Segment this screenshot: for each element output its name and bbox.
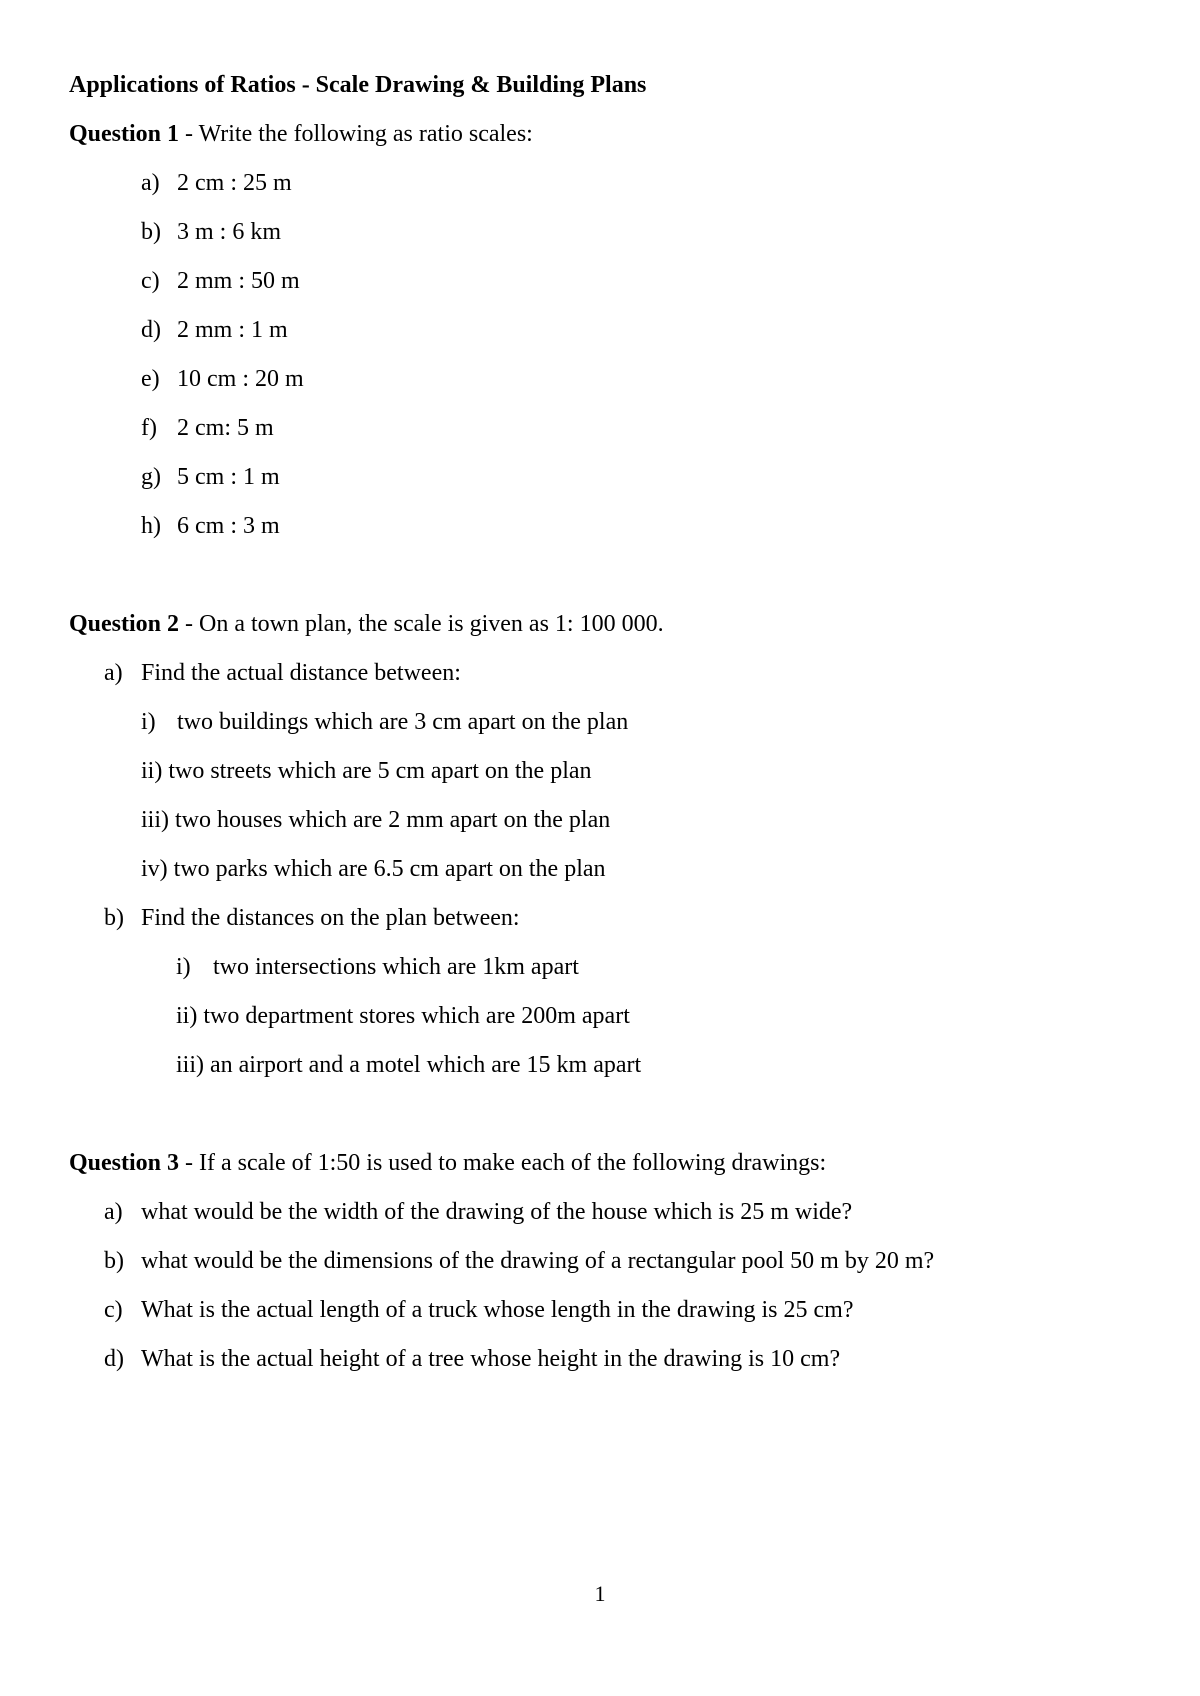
part-text: Find the distances on the plan between: [141,905,520,931]
question-1-item-d [141,315,288,345]
item-marker: d) [104,1346,124,1372]
page-number: 1 [594,1581,606,1606]
item-text: What is the actual height of a tree whose height in the drawing is 10 cm? [141,1346,841,1372]
item-text: two houses which are 2 mm apart on the plan [175,807,611,833]
item-marker: iv) [141,856,168,882]
question-1-label: Question 1 [69,121,180,147]
item-marker: c) [141,268,160,294]
part-marker: a) [104,660,123,686]
item-marker: c) [104,1297,123,1323]
page-title: Applications of Ratios - Scale Drawing & Building Plans [69,72,647,98]
question-1-item-f [141,413,274,443]
item-text: two streets which are 5 cm apart on the plan [168,758,592,784]
item-marker: b) [104,1248,124,1274]
question-1-text: - Write the following as ratio scales: [179,121,533,147]
item-text: 2 cm: 5 m [177,415,274,441]
item-text: 5 cm : 1 m [177,464,280,490]
question-2-a-item-iv [141,854,606,884]
question-2-a-item-ii [141,756,592,786]
item-text: 2 mm : 1 m [177,317,288,343]
question-1-item-b [141,217,281,247]
item-text: 2 cm : 25 m [177,170,292,196]
item-marker: i) [176,954,191,980]
question-2-b-item-iii [176,1050,641,1080]
question-3-item-b [104,1246,934,1276]
item-marker: e) [141,366,160,392]
question-3-item-a [104,1197,852,1227]
item-text: what would be the dimensions of the drawing of a rectangular pool 50 m by 20 m? [141,1248,935,1274]
question-2-a-item-i [141,707,628,737]
question-1-item-a [141,168,292,198]
item-marker: i) [141,709,156,735]
item-marker: h) [141,513,161,539]
item-marker: b) [141,219,161,245]
question-2-b-item-ii [176,1001,630,1031]
question-3-heading [69,1148,826,1178]
part-marker: b) [104,905,124,931]
item-text: what would be the width of the drawing of the house which is 25 m wide? [141,1199,853,1225]
question-2-label: Question 2 [69,611,180,637]
question-2-a-item-iii [141,805,610,835]
question-3-label: Question 3 [69,1150,180,1176]
item-marker: f) [141,415,157,441]
item-text: two intersections which are 1km apart [213,954,579,980]
question-1-heading [69,119,533,149]
part-text: Find the actual distance between: [141,660,461,686]
item-marker: iii) [176,1052,204,1078]
question-1-item-g [141,462,280,492]
item-text: an airport and a motel which are 15 km apart [210,1052,642,1078]
question-1-item-c [141,266,300,296]
item-marker: ii) [141,758,163,784]
item-marker: a) [141,170,160,196]
item-marker: g) [141,464,161,490]
question-3-item-c [104,1295,853,1325]
item-text: 6 cm : 3 m [177,513,280,539]
question-1-item-h [141,511,280,541]
item-text: What is the actual length of a truck whose length in the drawing is 25 cm? [141,1297,854,1323]
question-2-b-item-i [176,952,579,982]
question-2-heading [69,609,664,639]
item-marker: iii) [141,807,169,833]
question-1-item-e [141,364,304,394]
item-marker: d) [141,317,161,343]
question-2-part-a [104,658,461,688]
item-text: two buildings which are 3 cm apart on the plan [177,709,629,735]
question-3-item-d [104,1344,840,1374]
question-3-text: - If a scale of 1:50 is used to make each of the following drawings: [179,1150,827,1176]
item-text: 3 m : 6 km [177,219,282,245]
question-2-part-b [104,903,520,933]
item-text: two department stores which are 200m apart [203,1003,630,1029]
question-2-text: - On a town plan, the scale is given as 1: 100 000. [179,611,664,637]
item-marker: a) [104,1199,123,1225]
item-text: 10 cm : 20 m [177,366,304,392]
item-text: 2 mm : 50 m [177,268,300,294]
item-text: two parks which are 6.5 cm apart on the plan [173,856,606,882]
item-marker: ii) [176,1003,198,1029]
